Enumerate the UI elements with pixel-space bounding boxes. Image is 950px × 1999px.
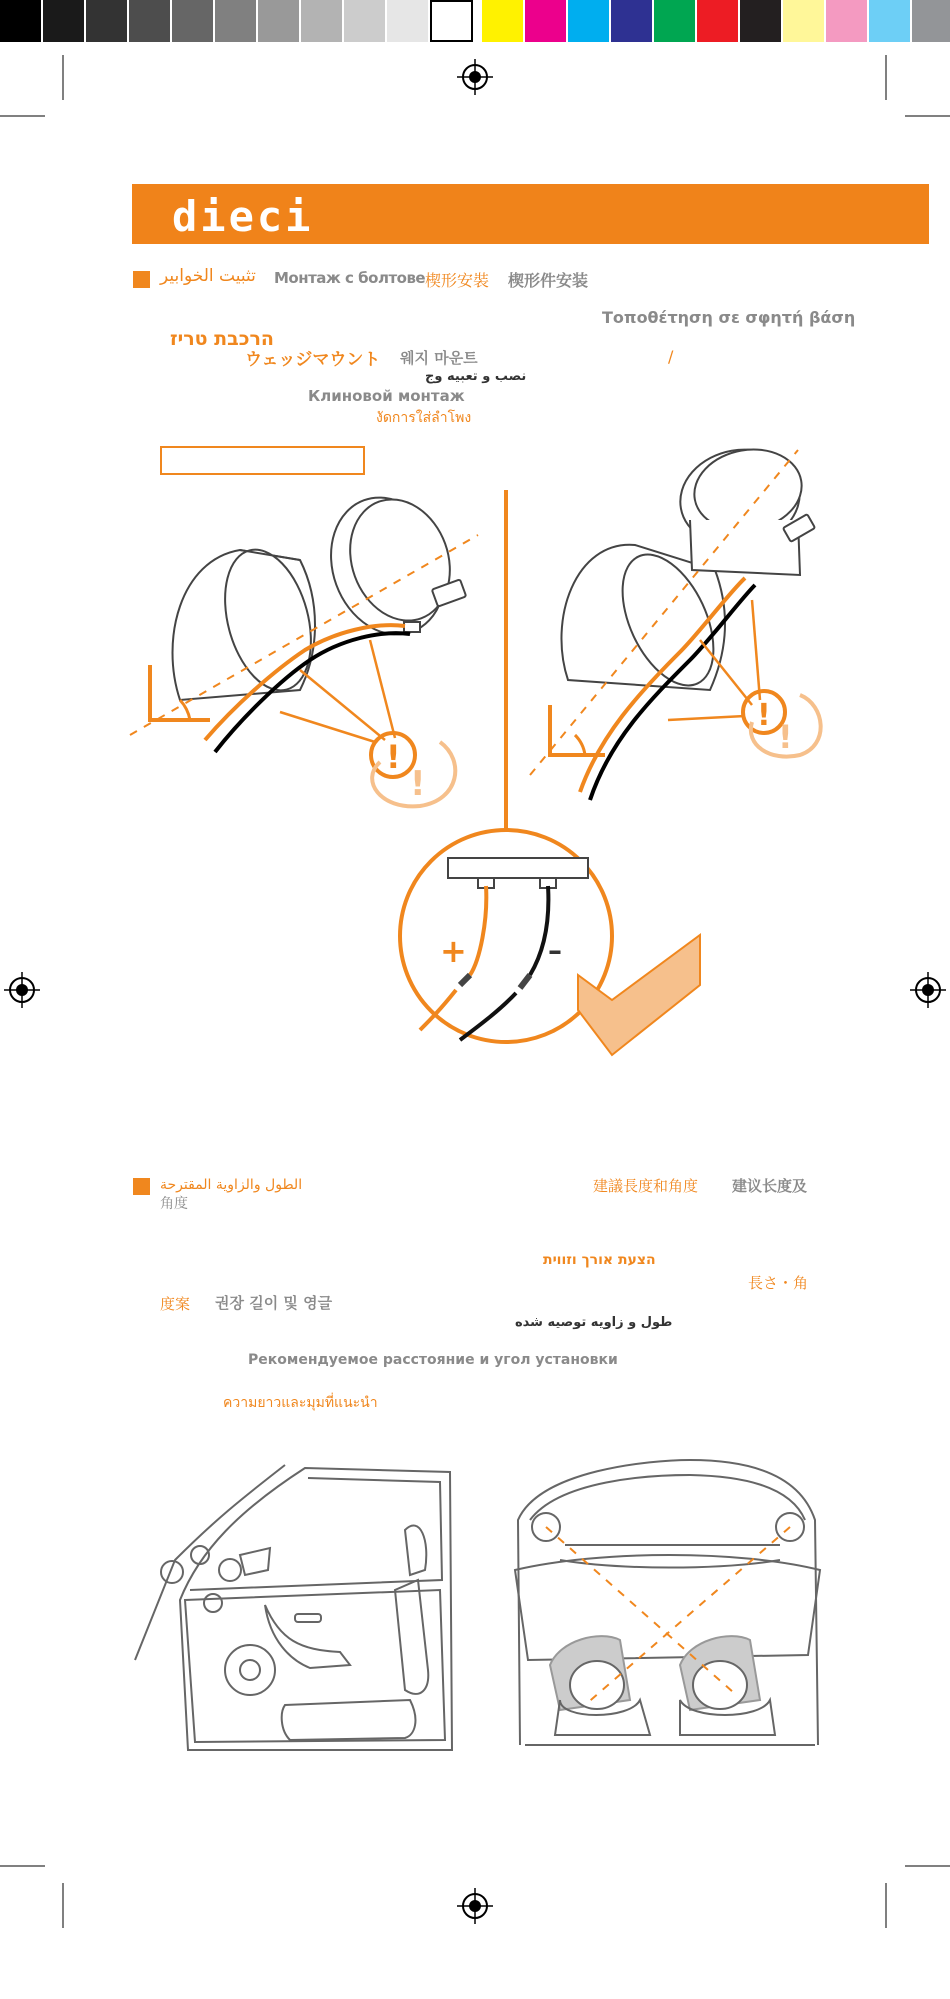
section2-title-he: הצעת אורך וזווית — [543, 1252, 656, 1268]
section1-title-zh-cn: 楔形件安装 — [508, 271, 589, 290]
section2-title-zh-cn-2: 角度 — [160, 1196, 188, 1212]
svg-text:!: ! — [757, 698, 771, 733]
section1-title-ru: Клиновой монтаж — [308, 387, 465, 405]
svg-text:!: ! — [410, 764, 426, 804]
section2-title-th: ความยาวและมุมที่แนะนำ — [223, 1395, 378, 1411]
car-front-view — [515, 1460, 820, 1745]
section1-slash: / — [668, 347, 674, 366]
section1-title-zh-tw: 楔形安裝 — [425, 271, 490, 290]
section1-title-ja: ウェッジマウント — [245, 350, 381, 370]
section1-title-bg: Монтаж с болтове — [274, 269, 426, 287]
svg-text:!: ! — [778, 718, 793, 756]
svg-text:!: ! — [386, 738, 401, 776]
section2-title-zh-cn: 建议长度及 — [732, 1177, 808, 1195]
section1-title-th: งัดการใส่ลำโพง — [376, 410, 472, 426]
dieci-logo: dieci — [172, 192, 314, 241]
section2-title-fa: طول و زاویه توصیه شده — [515, 1315, 673, 1330]
section1-title-he: הרכבת טריז — [170, 328, 274, 350]
section2-title-ja-2: 度案 — [160, 1295, 191, 1313]
door-side-view — [135, 1465, 452, 1750]
section1-title-fa: نصب و تعبیه وج — [425, 369, 527, 384]
section2-title-ko: 권장 길이 및 영글 — [215, 1294, 333, 1312]
section1-title-ko: 웨지 마운트 — [400, 349, 478, 367]
plus-terminal-label: + — [440, 932, 467, 970]
section1-title-gr: Τοποθέτηση σε σφητή βάση — [602, 308, 856, 327]
minus-terminal-label: – — [548, 934, 562, 967]
section2-title-zh-tw: 建議長度和角度 — [593, 1177, 699, 1195]
section2-title-ar: الطول والزاوية المقترحة — [160, 1177, 303, 1193]
section2-title-ja: 長さ・角 — [748, 1274, 809, 1292]
section1-title-ar: تثبيت الخوابير — [160, 266, 256, 286]
section2-title-ru: Рекомендуемое расстояние и угол установки — [248, 1352, 618, 1368]
